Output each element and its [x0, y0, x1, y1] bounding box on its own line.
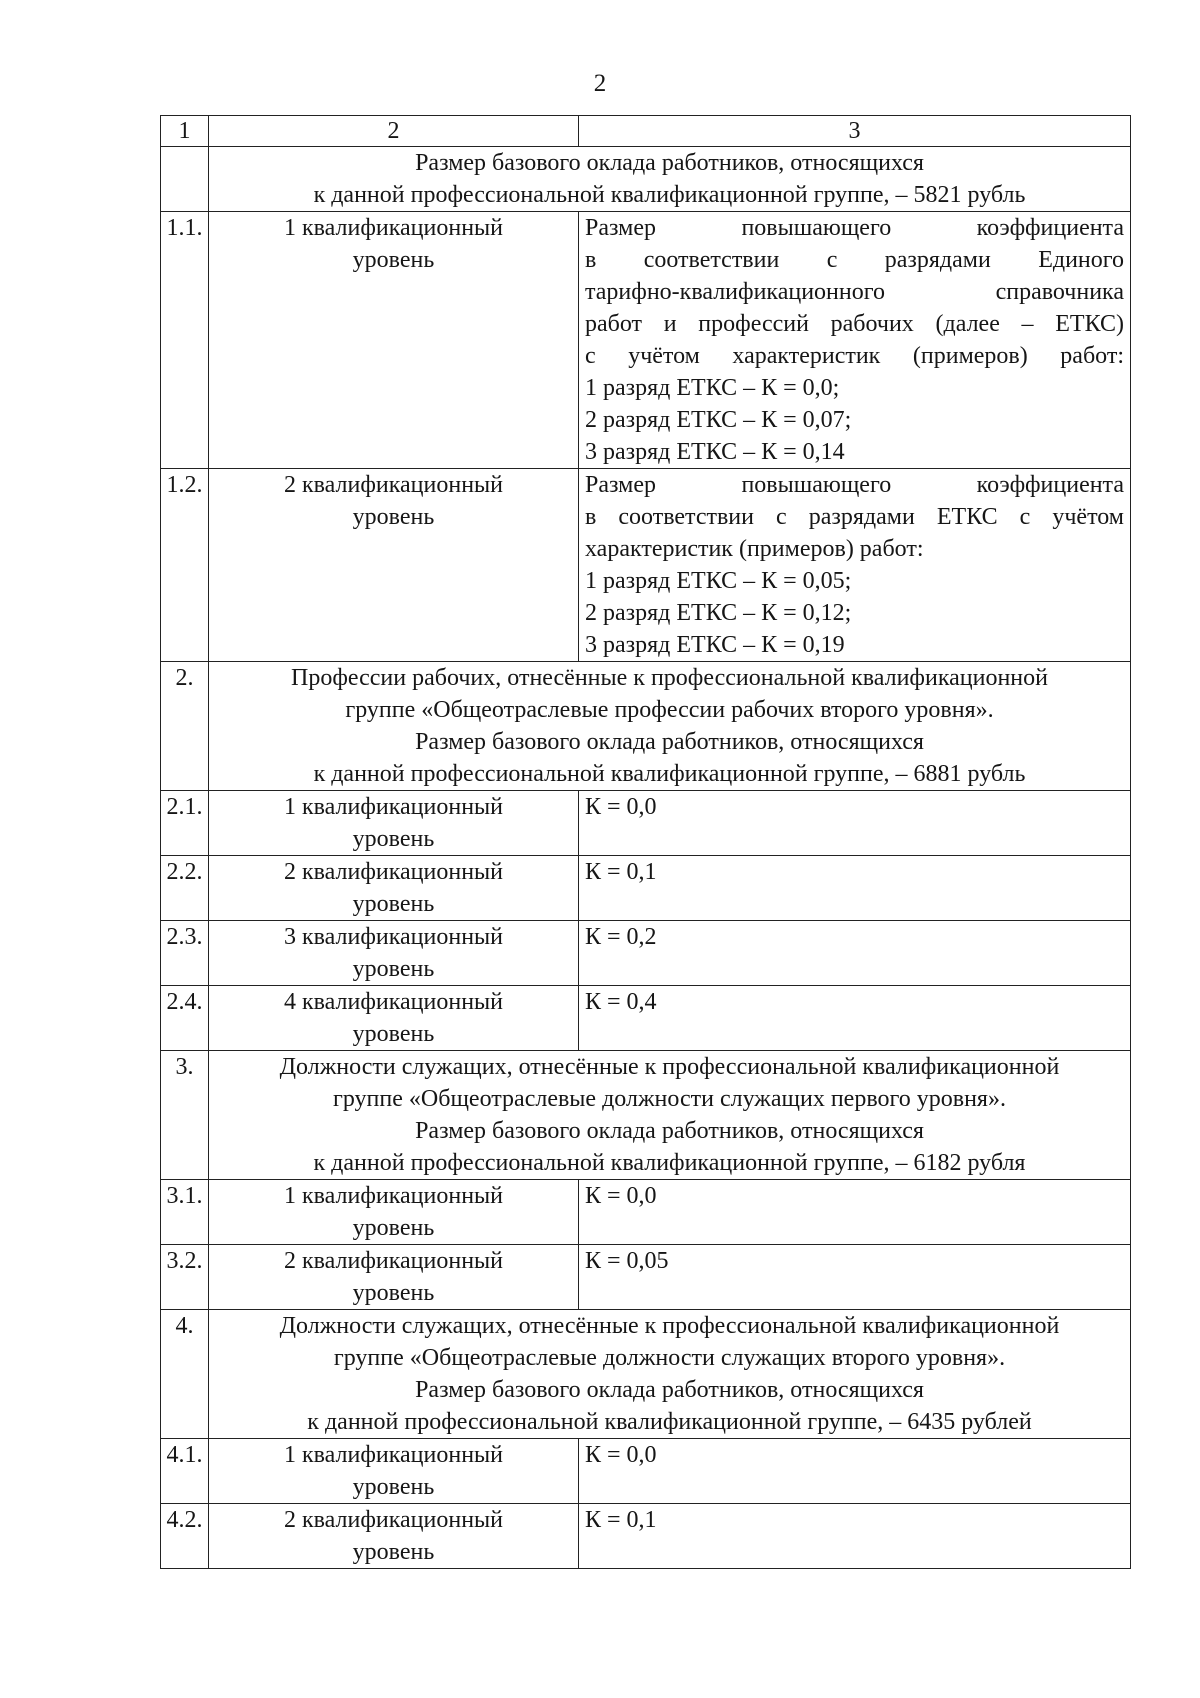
coefficient-value: К = 0,1 [579, 856, 1131, 921]
table-row [161, 1439, 1131, 1504]
qualification-level: 1 квалификационный уровень [209, 1180, 579, 1245]
qualification-level: 1 квалификационный уровень [209, 791, 579, 856]
coefficient-description: Размер повышающего коэффициента в соответствии с разрядами Единого тарифно-квалификационного справочника работ и профессий рабочих (далее – ЕТКС) с учётом характеристик (примеров) работ: 1 разряд ЕТКС – К = 0,0; 2 разряд ЕТКС – К = 0,07; 3 разряд ЕТКС – К = 0,14 [579, 212, 1131, 469]
row-number: 1.2. [161, 469, 209, 662]
row-number: 3.1. [161, 1180, 209, 1245]
table-row [161, 921, 1131, 986]
qualification-level: 2 квалификационный уровень [209, 469, 579, 662]
group-3-title: Должности служащих, отнесённые к профессиональной квалификационной группе «Общеотраслевые должности служащих первого уровня». Размер базового оклада работников, относящихся к данной профессиональной квалификационной группе, – 6182 рубля [209, 1051, 1131, 1180]
qualification-level: 1 квалификационный уровень [209, 212, 579, 469]
qualification-level: 2 квалификационный уровень [209, 1245, 579, 1310]
group-1-salary: Размер базового оклада работников, относящихся к данной профессиональной квалификационной группе, – 5821 рубль [209, 147, 1131, 212]
coefficient-value: К = 0,4 [579, 986, 1131, 1051]
table-header-row [161, 116, 1131, 147]
row-number: 4.2. [161, 1504, 209, 1569]
row-number: 2.2. [161, 856, 209, 921]
qualification-table [160, 115, 1131, 1569]
coefficient-value: К = 0,0 [579, 1180, 1131, 1245]
table-row [161, 856, 1131, 921]
table-row [161, 1180, 1131, 1245]
table-row [161, 986, 1131, 1051]
qualification-level: 4 квалификационный уровень [209, 986, 579, 1051]
row-number: 4.1. [161, 1439, 209, 1504]
group-2-header-row [161, 662, 1131, 791]
table-row [161, 469, 1131, 662]
table-row [161, 1245, 1131, 1310]
qualification-level: 2 квалификационный уровень [209, 1504, 579, 1569]
row-number: 3.2. [161, 1245, 209, 1310]
row-number: 1.1. [161, 212, 209, 469]
group-number: 4. [161, 1310, 209, 1439]
coefficient-value: К = 0,05 [579, 1245, 1131, 1310]
qualification-level: 1 квалификационный уровень [209, 1439, 579, 1504]
group-4-title: Должности служащих, отнесённые к профессиональной квалификационной группе «Общеотраслевые должности служащих второго уровня». Размер базового оклада работников, относящихся к данной профессиональной квалификационной группе, – 6435 рублей [209, 1310, 1131, 1439]
group-number: 2. [161, 662, 209, 791]
group-4-header-row [161, 1310, 1131, 1439]
coefficient-description: Размер повышающего коэффициента в соответствии с разрядами ЕТКС с учётом характеристик (примеров) работ: 1 разряд ЕТКС – К = 0,05; 2 разряд ЕТКС – К = 0,12; 3 разряд ЕТКС – К = 0,19 [579, 469, 1131, 662]
table-row [161, 791, 1131, 856]
header-col-3: 3 [579, 116, 1131, 147]
table-row [161, 1504, 1131, 1569]
qualification-level: 3 квалификационный уровень [209, 921, 579, 986]
row-number: 2.4. [161, 986, 209, 1051]
page-number: 2 [593, 70, 607, 97]
group-1-salary-row [161, 147, 1131, 212]
table-row [161, 212, 1131, 469]
coefficient-value: К = 0,0 [579, 791, 1131, 856]
row-number: 2.1. [161, 791, 209, 856]
row-number: 2.3. [161, 921, 209, 986]
header-col-2: 2 [209, 116, 579, 147]
qualification-level: 2 квалификационный уровень [209, 856, 579, 921]
group-2-title: Профессии рабочих, отнесённые к профессиональной квалификационной группе «Общеотраслевые профессии рабочих второго уровня». Размер базового оклада работников, относящихся к данной профессиональной квалификационной группе, – 6881 рубль [209, 662, 1131, 791]
coefficient-value: К = 0,2 [579, 921, 1131, 986]
header-col-1: 1 [161, 116, 209, 147]
group-number: 3. [161, 1051, 209, 1180]
coefficient-value: К = 0,0 [579, 1439, 1131, 1504]
coefficient-value: К = 0,1 [579, 1504, 1131, 1569]
group-3-header-row [161, 1051, 1131, 1180]
